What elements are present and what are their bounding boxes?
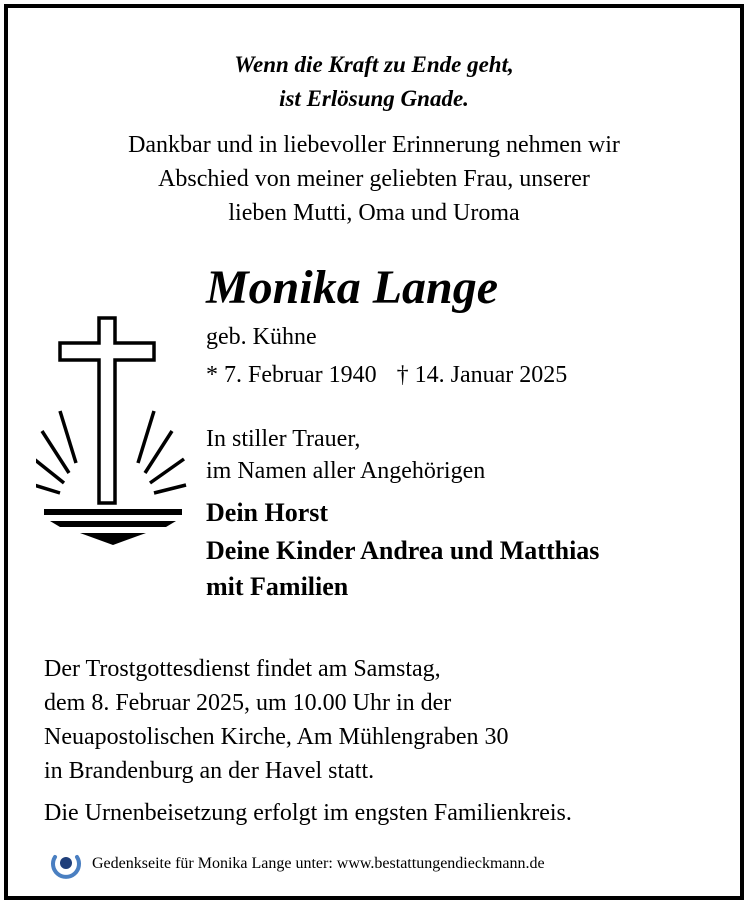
obituary-notice: [4, 4, 744, 900]
service-line-2: dem 8. Februar 2025, um 10.00 Uhr in der: [44, 690, 452, 716]
mourning-line-2: im Namen aller Angehörigen: [206, 458, 486, 484]
motto-line-2: ist Erlösung Gnade.: [279, 86, 469, 111]
memorial-page-text: Gedenkseite für Monika Lange unter: www.bestattungendieckmann.de: [92, 855, 545, 872]
intro-line-3: lieben Mutti, Oma und Uroma: [228, 200, 520, 226]
mourner-line-3: mit Familien: [206, 572, 349, 601]
burial-note: Die Urnenbeisetzung erfolgt im engsten Familienkreis.: [44, 800, 572, 826]
memorial-page-footer: [50, 848, 545, 880]
service-line-1: Der Trostgottesdienst findet am Samstag,: [44, 656, 441, 682]
motto-line-1: Wenn die Kraft zu Ende geht,: [234, 52, 514, 77]
cross-sunrise-icon: [36, 313, 190, 553]
mourner-line-1: Dein Horst: [206, 498, 329, 527]
memorial-logo-icon: [50, 848, 82, 880]
mourning-line-1: In stiller Trauer,: [206, 426, 361, 452]
birth-date: * 7. Februar 1940: [206, 362, 377, 388]
service-line-4: in Brandenburg an der Havel statt.: [44, 758, 375, 784]
life-dates: [206, 362, 567, 389]
service-line-3: Neuapostolischen Kirche, Am Mühlengraben 30: [44, 724, 509, 750]
intro-line-2: Abschied von meiner geliebten Frau, unserer: [158, 166, 590, 192]
death-date: † 14. Januar 2025: [396, 362, 568, 388]
deceased-name: Monika Lange: [206, 261, 499, 314]
mourner-line-2: Deine Kinder Andrea und Matthias: [206, 536, 600, 565]
intro-line-1: Dankbar und in liebevoller Erinnerung nehmen wir: [128, 132, 620, 158]
birth-name: geb. Kühne: [206, 324, 317, 350]
